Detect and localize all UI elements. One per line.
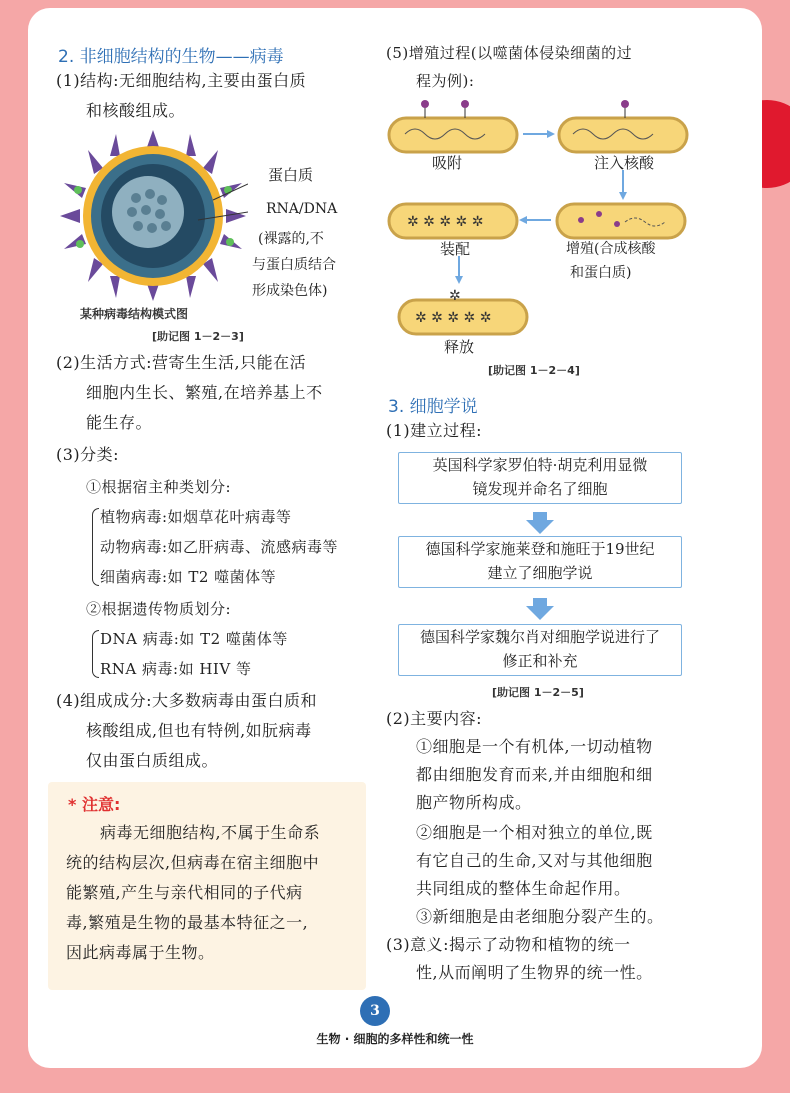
- box-1-line-1: 英国科学家罗伯特·胡克利用显微: [432, 456, 648, 474]
- section-2-title: 2. 非细胞结构的生物——病毒: [58, 47, 284, 67]
- content-1-line-1: ①细胞是一个有机体,一切动植物: [416, 737, 653, 756]
- note-line-3: 能繁殖,产生与亲代相同的子代病: [66, 883, 303, 902]
- note-line-5: 因此病毒属于生物。: [66, 943, 215, 962]
- note-line-2: 统的结构层次,但病毒在宿主细胞中: [66, 853, 320, 872]
- para-2-line-2: 细胞内生长、繁殖,在培养基上不: [86, 383, 323, 402]
- label-protein: 蛋白质: [268, 166, 314, 184]
- para-4-line-3: 仅由蛋白质组成。: [86, 751, 219, 770]
- para-5-line-1: (5)增殖过程(以噬菌体侵染细菌的过: [386, 44, 633, 62]
- bacterium-inject: [559, 100, 687, 152]
- content-2-line-2: 有它自己的生命,又对与其他细胞: [416, 851, 653, 870]
- rna-virus: RNA 病毒:如 HIV 等: [100, 660, 252, 678]
- figure-1-caption: 某种病毒结构模式图: [80, 307, 189, 321]
- classify-by-genome: ②根据遗传物质划分:: [86, 600, 232, 618]
- flow-arrow-1: [526, 520, 554, 534]
- bacterium-replicate: [557, 204, 685, 238]
- classify-by-host: ①根据宿主种类划分:: [86, 478, 232, 496]
- significance-line-2: 性,从而阐明了生物界的统一性。: [416, 963, 653, 982]
- bacterium-release: [399, 288, 527, 334]
- note-title: * 注意:: [68, 795, 121, 814]
- bacterium-adsorb: [389, 100, 517, 152]
- running-title: 生物 · 细胞的多样性和统一性: [316, 1032, 474, 1046]
- page-number: 3: [360, 996, 390, 1026]
- box-2-line-2: 建立了细胞学说: [487, 564, 593, 582]
- content-title: (2)主要内容:: [386, 709, 483, 728]
- para-1-line-2: 和核酸组成。: [86, 101, 186, 120]
- phage-cycle-figure: [385, 96, 695, 346]
- brace-genome: [92, 630, 99, 678]
- plant-virus: 植物病毒:如烟草花叶病毒等: [100, 508, 292, 526]
- note-line-1: 病毒无细胞结构,不属于生命系: [100, 823, 321, 842]
- history-box-hooke: [398, 452, 682, 504]
- history-box-schleiden: [398, 536, 682, 588]
- section-3-title: 3. 细胞学说: [388, 397, 478, 417]
- figure-3-ref: [助记图 1－2－5]: [492, 686, 584, 699]
- virus-structure-figure: [58, 128, 248, 303]
- para-1-line-1: (1)结构:无细胞结构,主要由蛋白质: [56, 71, 307, 90]
- brace-host: [92, 508, 99, 586]
- para-4-line-2: 核酸组成,但也有特例,如朊病毒: [86, 721, 312, 740]
- label-rna-note-1: (裸露的,不: [258, 231, 324, 247]
- label-rna-dna: RNA/DNA: [266, 201, 338, 217]
- box-3-line-1: 德国科学家魏尔肖对细胞学说进行了: [419, 628, 660, 646]
- bacterial-virus: 细菌病毒:如 T2 噬菌体等: [100, 568, 277, 586]
- significance-line-1: (3)意义:揭示了动物和植物的统一: [386, 935, 631, 954]
- content-1-line-2: 都由细胞发育而来,并由细胞和细: [416, 765, 653, 784]
- label-rna-note-3: 形成染色体): [252, 283, 328, 299]
- establishment-title: (1)建立过程:: [386, 421, 483, 440]
- svg-text:✲ ✲ ✲ ✲ ✲: ✲ ✲ ✲ ✲ ✲: [407, 214, 484, 230]
- figure-2-ref: [助记图 1－2－4]: [488, 364, 580, 377]
- animal-virus: 动物病毒:如乙肝病毒、流感病毒等: [100, 538, 339, 556]
- stage-replicate-1: 增殖(合成核酸: [566, 241, 656, 257]
- svg-text:✲ ✲ ✲ ✲ ✲: ✲ ✲ ✲ ✲ ✲: [415, 310, 492, 326]
- label-rna-note-2: 与蛋白质结合: [252, 257, 336, 273]
- box-1-line-2: 镜发现并命名了细胞: [472, 480, 608, 498]
- content-2-line-3: 共同组成的整体生命起作用。: [416, 879, 631, 898]
- content-3: ③新细胞是由老细胞分裂产生的。: [416, 907, 664, 926]
- flow-arrow-1-bar: [533, 512, 547, 520]
- dna-virus: DNA 病毒:如 T2 噬菌体等: [100, 630, 288, 648]
- content-1-line-3: 胞产物所构成。: [416, 793, 532, 812]
- history-box-virchow: [398, 624, 682, 676]
- content-2-line-1: ②细胞是一个相对独立的单位,既: [416, 823, 653, 842]
- box-3-line-2: 修正和补充: [502, 652, 578, 670]
- stage-assemble: 装配: [440, 240, 471, 258]
- stage-replicate-2: 和蛋白质): [570, 265, 632, 281]
- flow-arrow-2-bar: [533, 598, 547, 606]
- stage-adsorb: 吸附: [432, 154, 463, 172]
- figure-1-ref: [助记图 1－2－3]: [152, 330, 244, 343]
- note-line-4: 毒,繁殖是生物的最基本特征之一,: [66, 913, 309, 932]
- para-5-line-2: 程为例):: [416, 72, 475, 90]
- bacterium-assemble: [389, 204, 517, 238]
- stage-inject: 注入核酸: [594, 154, 655, 172]
- para-4-line-1: (4)组成成分:大多数病毒由蛋白质和: [56, 691, 318, 710]
- flow-arrow-2: [526, 606, 554, 620]
- para-3-title: (3)分类:: [56, 445, 120, 464]
- para-2-line-1: (2)生活方式:营寄生生活,只能在活: [56, 353, 307, 372]
- para-2-line-3: 能生存。: [86, 413, 153, 432]
- stage-release: 释放: [444, 338, 475, 356]
- svg-text:✲: ✲: [449, 288, 461, 304]
- box-2-line-1: 德国科学家施莱登和施旺于19世纪: [425, 540, 655, 558]
